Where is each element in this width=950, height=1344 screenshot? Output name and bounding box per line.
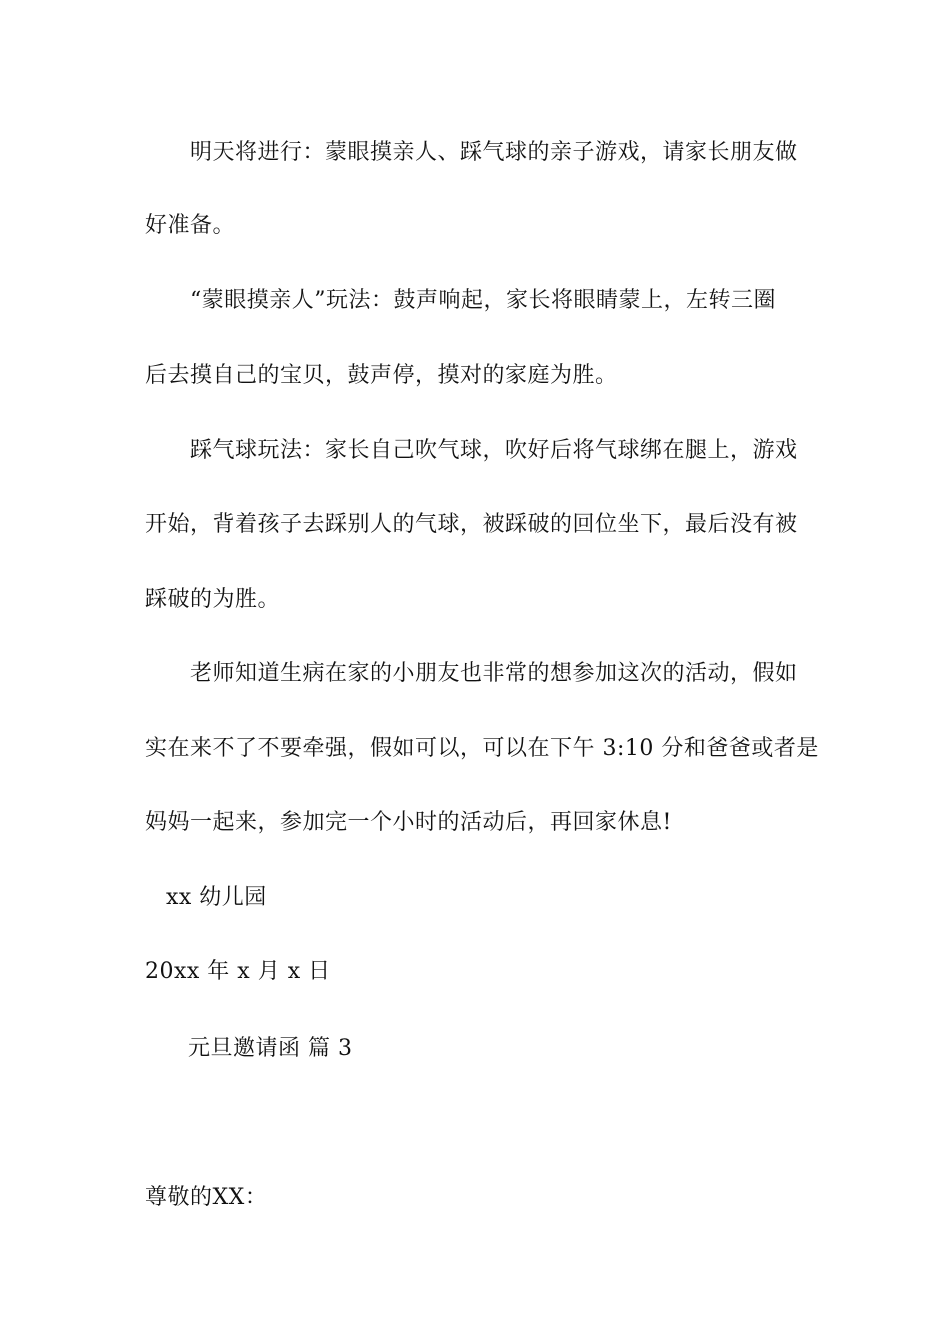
salutation: 尊敬的XX： (145, 1185, 268, 1210)
paragraph-line: 老师知道生病在家的小朋友也非常的想参加这次的活动，假如 (190, 661, 798, 686)
paragraph-line: 好准备。 (145, 213, 236, 238)
paragraph-line: 踩破的为胜。 (145, 587, 281, 612)
signature-date: 20xx 年 x 月 x 日 (145, 959, 331, 984)
paragraph-line: 实在来不了不要牵强，假如可以，可以在下午 3:10 分和爸爸或者是 (145, 736, 819, 761)
paragraph-line: 后去摸自己的宝贝，鼓声停，摸对的家庭为胜。 (145, 363, 618, 388)
signature-organization: xx 幼儿园 (166, 885, 267, 910)
section-heading: 元旦邀请函 篇 3 (188, 1036, 353, 1061)
paragraph-line: 开始，背着孩子去踩别人的气球，被踩破的回位坐下，最后没有被 (145, 512, 798, 537)
paragraph-line: 踩气球玩法：家长自己吹气球，吹好后将气球绑在腿上，游戏 (190, 438, 798, 463)
paragraph-line: 明天将进行：蒙眼摸亲人、踩气球的亲子游戏，请家长朋友做 (190, 140, 798, 165)
paragraph-line: 妈妈一起来，参加完一个小时的活动后，再回家休息! (145, 810, 672, 835)
paragraph-line: “蒙眼摸亲人”玩法：鼓声响起，家长将眼睛蒙上，左转三圈 (190, 288, 776, 313)
